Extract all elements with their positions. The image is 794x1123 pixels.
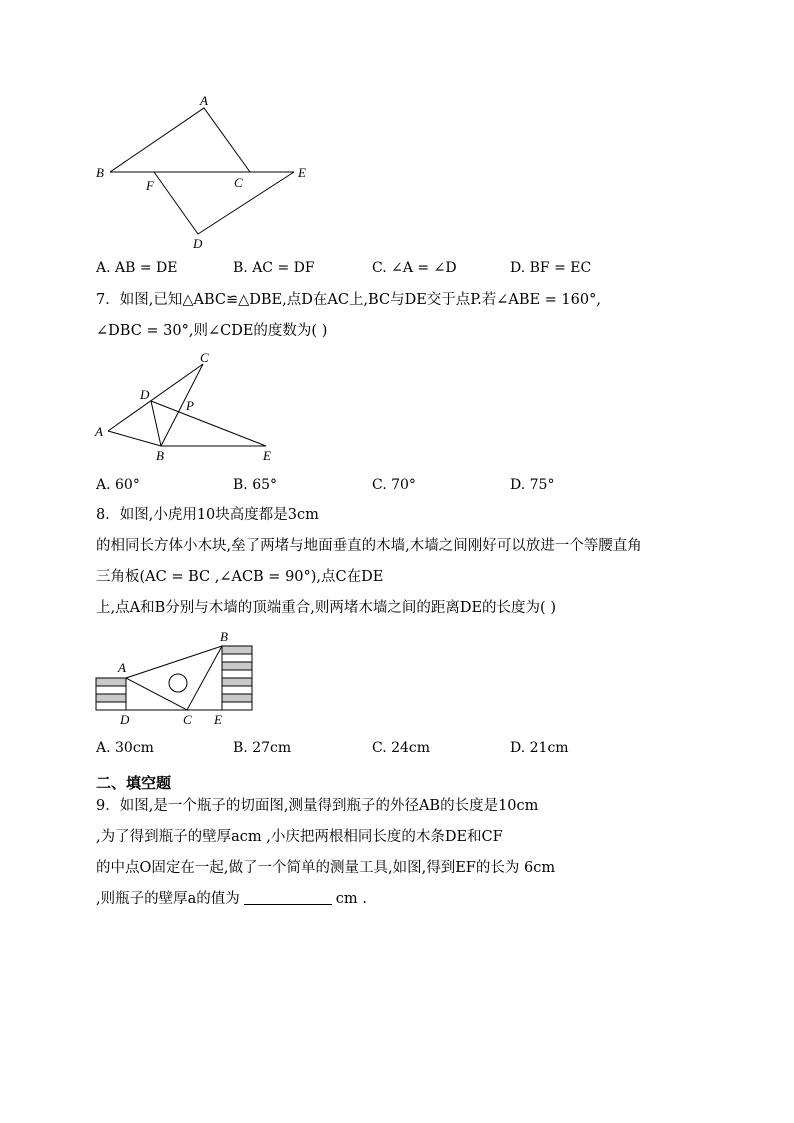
q6-option-c[interactable]: C. ∠A = ∠D (372, 260, 457, 276)
q8-stem-line1: 8．如图,小虎用10块高度都是3cm (96, 507, 319, 523)
label-d-q8: D (120, 712, 130, 727)
q8-option-a[interactable]: A. 30cm (96, 740, 154, 756)
segment-de-q7 (151, 401, 266, 446)
q8-option-b[interactable]: B. 27cm (233, 740, 292, 756)
section-title-fill-in: 二、填空题 (96, 774, 172, 792)
label-b: B (96, 165, 104, 180)
q7-option-b[interactable]: B. 65° (233, 477, 278, 493)
q7-option-d[interactable]: D. 75° (510, 477, 555, 493)
label-f: F (146, 178, 154, 193)
q9-unit: cm . (335, 891, 367, 907)
q6-option-d[interactable]: D. BF = EC (510, 260, 592, 276)
label-e-q8: E (214, 712, 222, 727)
q9-stem-line2: ,为了得到瓶子的壁厚acm ,小庆把两根相同长度的木条DE和CF (96, 829, 503, 845)
label-d: D (193, 236, 203, 251)
label-e: E (298, 165, 306, 180)
plate-hole (169, 674, 187, 692)
label-b-q8: B (220, 629, 228, 644)
label-d-q7: D (140, 387, 150, 402)
q7-option-c[interactable]: C. 70° (372, 477, 416, 493)
triangle-abc (110, 108, 250, 172)
triangle-def (154, 172, 294, 234)
label-c-q7: C (200, 350, 209, 365)
q7-stem-line1: 7．如图,已知△ABC≌△DBE,点D在AC上,BC与DE交于点P.若∠ABE = 160°, (96, 292, 601, 308)
figure-q6 (90, 90, 320, 255)
q8-stem-line2: 的相同长方体小木块,垒了两堵与地面垂直的木墙,木墙之间刚好可以放进一个等腰直角 (96, 538, 642, 554)
label-c: C (234, 175, 243, 190)
q6-option-a[interactable]: A. AB = DE (96, 260, 178, 276)
label-c-q8: C (183, 712, 192, 727)
q8-option-d[interactable]: D. 21cm (510, 740, 569, 756)
label-a: A (200, 93, 208, 108)
label-b-q7: B (156, 448, 164, 463)
q9-answer-blank[interactable] (244, 890, 332, 905)
triangle-plate (126, 646, 222, 710)
q9-stem-line4-text: ,则瓶子的壁厚a的值为 (96, 891, 240, 907)
q6-option-b[interactable]: B. AC = DF (233, 260, 315, 276)
figure-q8 (90, 626, 270, 730)
q8-stem-line4: 上,点A和B分别与木墙的顶端重合,则两堵木墙之间的距离DE的长度为( ) (96, 600, 556, 616)
q9-stem-line4 (96, 889, 756, 909)
q8-option-c[interactable]: C. 24cm (372, 740, 431, 756)
figure-q7 (90, 348, 290, 468)
label-a-q7: A (95, 424, 103, 439)
segment-db-q7 (151, 401, 161, 446)
q7-option-a[interactable]: A. 60° (96, 477, 140, 493)
label-p-q7: P (186, 398, 194, 413)
q9-stem-line1: 9．如图,是一个瓶子的切面图,测量得到瓶子的外径AB的长度是10cm (96, 798, 539, 814)
label-e-q7: E (263, 448, 271, 463)
q8-stem-line3: 三角板(AC = BC ,∠ACB = 90°),点C在DE (96, 569, 384, 585)
q7-stem-line2: ∠DBC = 30°,则∠CDE的度数为( ) (96, 323, 328, 339)
q9-stem-line3: 的中点O固定在一起,做了一个简单的测量工具,如图,得到EF的长为 6cm (96, 860, 556, 876)
label-a-q8: A (118, 660, 126, 675)
